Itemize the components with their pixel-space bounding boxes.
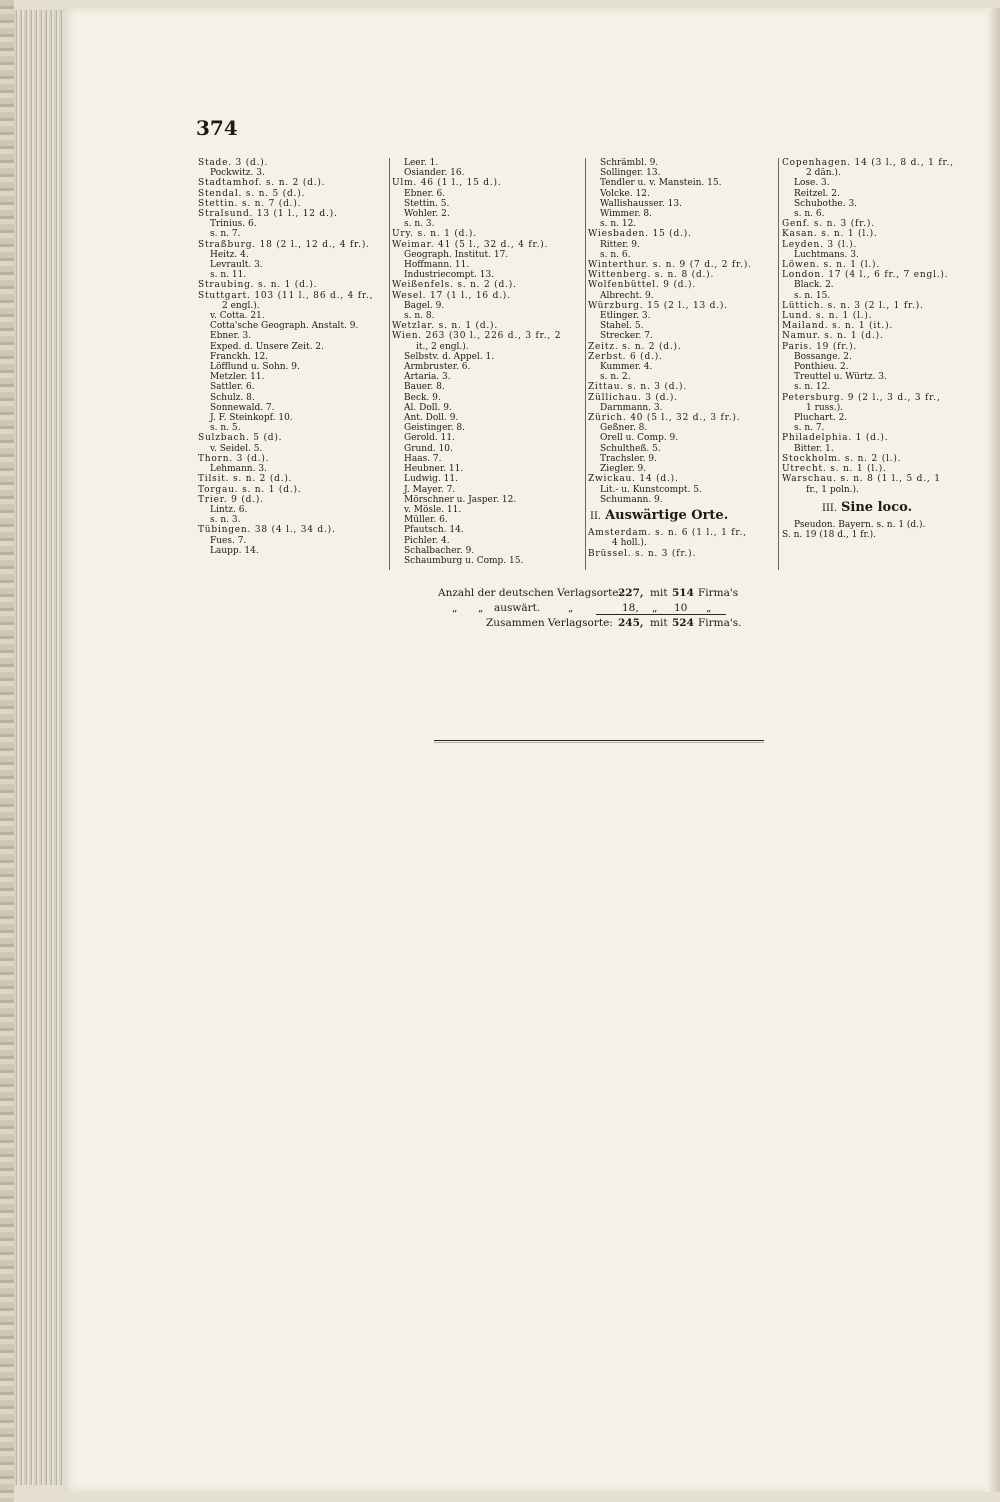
column-divider bbox=[585, 158, 586, 570]
place-entry: Zittau. s. n. 3 (d.). bbox=[588, 382, 687, 393]
section-heading-sine-loco bbox=[822, 499, 978, 515]
place-entry: Wetzlar. s. n. 1 (d.). bbox=[392, 321, 499, 332]
summary-mit: mit bbox=[650, 587, 668, 599]
publisher-entry: v. Cotta. 21. bbox=[210, 311, 265, 322]
place-entry: Löwen. s. n. 1 (l.). bbox=[782, 260, 881, 271]
publisher-entry: Al. Doll. 9. bbox=[404, 402, 452, 413]
publisher-entry: Pseudon. Bayern. s. n. 1 (d.). bbox=[794, 519, 926, 530]
sum-underline bbox=[596, 614, 726, 615]
end-rule-shadow bbox=[434, 742, 764, 743]
publisher-entry: Trachsler. 9. bbox=[600, 453, 657, 464]
summary-label: Zusammen Verlagsorte: bbox=[486, 617, 613, 629]
publisher-entry: s. n. 12. bbox=[794, 382, 831, 393]
publisher-entry: fr., 1 poln.). bbox=[806, 484, 859, 495]
publisher-entry: Schrämbl. 9. bbox=[600, 158, 659, 168]
place-entry: Copenhagen. 14 (3 l., 8 d., 1 fr., bbox=[782, 158, 954, 168]
summary-firms: 10 bbox=[674, 602, 688, 614]
summary-label: Anzahl der deutschen Verlagsorte: bbox=[438, 587, 623, 599]
publisher-entry: Pichler. 4. bbox=[404, 535, 450, 546]
publisher-entry: Haas. 7. bbox=[404, 453, 442, 464]
place-entry: Thorn. 3 (d.). bbox=[198, 453, 270, 464]
publisher-entry: s. n. 11. bbox=[210, 270, 247, 281]
publisher-entry: J. Mayer. 7. bbox=[404, 484, 456, 495]
publisher-entry: Darnmann. 3. bbox=[600, 402, 663, 413]
place-entry: Ury. s. n. 1 (d.). bbox=[392, 229, 477, 240]
publisher-entry: Grund. 10. bbox=[404, 443, 453, 454]
place-entry: Sulzbach. 5 (d). bbox=[198, 433, 283, 444]
publisher-entry: Cotta'sche Geograph. Anstalt. 9. bbox=[210, 321, 359, 332]
place-entry: Torgau. s. n. 1 (d.). bbox=[198, 484, 302, 495]
publisher-entry: Franckh. 12. bbox=[210, 351, 269, 362]
publisher-entry: s. n. 6. bbox=[600, 249, 631, 260]
end-rule bbox=[434, 740, 764, 741]
place-entry: Tübingen. 38 (4 l., 34 d.). bbox=[198, 525, 336, 536]
publisher-entry: Sattler. 6. bbox=[210, 382, 255, 393]
publisher-entry: Schultheß. 5. bbox=[600, 443, 661, 454]
publisher-entry: s. n. 12. bbox=[600, 219, 637, 230]
publisher-entry: s. n. 15. bbox=[794, 290, 831, 301]
publisher-entry: s. n. 7. bbox=[794, 423, 825, 434]
publisher-entry: 2 engl.). bbox=[222, 300, 260, 311]
publisher-entry: Geograph. Institut. 17. bbox=[404, 249, 509, 260]
publisher-entry: Pluchart. 2. bbox=[794, 413, 848, 424]
summary-firms: 524 bbox=[672, 617, 694, 629]
publisher-entry: Wallishausser. 13. bbox=[600, 198, 682, 209]
summary-firms: 514 bbox=[672, 587, 694, 599]
page-right-edge bbox=[986, 8, 1000, 1492]
publisher-entry: Geistinger. 8. bbox=[404, 423, 466, 434]
publisher-entry: Industriecompt. 13. bbox=[404, 270, 495, 281]
place-entry: Philadelphia. 1 (d.). bbox=[782, 433, 889, 444]
publisher-entry: Exped. d. Unsere Zeit. 2. bbox=[210, 341, 324, 352]
publisher-entry: Metzler. 11. bbox=[210, 372, 265, 383]
place-entry: Mailand. s. n. 1 (it.). bbox=[782, 321, 894, 332]
publisher-entry: Stahel. 5. bbox=[600, 321, 644, 332]
publisher-entry: Trinius. 6. bbox=[210, 219, 257, 230]
publisher-entry: s. n. 6. bbox=[794, 209, 825, 220]
publisher-entry: Sollinger. 13. bbox=[600, 168, 661, 179]
section-number: II. bbox=[590, 510, 602, 522]
publisher-entry: Bossange. 2. bbox=[794, 351, 852, 362]
summary-places: 227, bbox=[618, 587, 644, 599]
ditto-mark: „ bbox=[452, 602, 458, 614]
place-entry: Stralsund. 13 (1 l., 12 d.). bbox=[198, 209, 338, 220]
publisher-entry: Heubner. 11. bbox=[404, 464, 464, 475]
column-3-entries bbox=[588, 158, 774, 505]
publisher-entry: Heitz. 4. bbox=[210, 249, 249, 260]
place-entry: Utrecht. s. n. 1 (l.). bbox=[782, 464, 887, 475]
publisher-entry: Ant. Doll. 9. bbox=[404, 413, 459, 424]
publisher-entry: Bitter. 1. bbox=[794, 443, 834, 454]
publisher-entry: Leer. 1. bbox=[404, 158, 439, 168]
publisher-entry: Albrecht. 9. bbox=[600, 290, 654, 301]
publisher-entry: Löfflund u. Sohn. 9. bbox=[210, 362, 300, 373]
place-entry: Stettin. s. n. 7 (d.). bbox=[198, 198, 302, 209]
summary-unit: Firma's. bbox=[698, 617, 742, 629]
publisher-entry: Laupp. 14. bbox=[210, 545, 259, 556]
section-number: III. bbox=[822, 502, 838, 514]
place-entry: Leyden. 3 (l.). bbox=[782, 239, 858, 250]
publisher-entry: Luchtmans. 3. bbox=[794, 249, 859, 260]
place-entry: Lund. s. n. 1 (l.). bbox=[782, 311, 873, 322]
section-title: Auswärtige Orte. bbox=[605, 507, 729, 523]
publisher-entry: s. n. 3. bbox=[210, 515, 241, 526]
place-entry: London. 17 (4 l., 6 fr., 7 engl.). bbox=[782, 270, 949, 281]
publisher-entry: s. n. 7. bbox=[210, 229, 241, 240]
place-entry: Ulm. 46 (1 l., 15 d.). bbox=[392, 178, 502, 189]
place-entry: Zerbst. 6 (d.). bbox=[588, 351, 663, 362]
book-spine-edge bbox=[0, 0, 14, 1502]
publisher-entry: v. Seidel. 5. bbox=[210, 443, 263, 454]
publisher-entry: Black. 2. bbox=[794, 280, 834, 291]
publisher-entry: v. Mösle. 11. bbox=[404, 504, 462, 515]
page-number: 374 bbox=[196, 116, 238, 140]
ditto-mark: „ bbox=[568, 602, 574, 614]
publisher-entry: Fues. 7. bbox=[210, 535, 247, 546]
publisher-entry: J. F. Steinkopf. 10. bbox=[210, 413, 293, 424]
publisher-entry: Sonnewald. 7. bbox=[210, 402, 275, 413]
publisher-entry: Ebner. 3. bbox=[210, 331, 252, 342]
publisher-entry: Levrault. 3. bbox=[210, 260, 263, 271]
place-entry: Namur. s. n. 1 (d.). bbox=[782, 331, 884, 342]
place-entry: Tilsit. s. n. 2 (d.). bbox=[198, 474, 293, 485]
summary-row-german bbox=[400, 586, 740, 601]
publisher-entry: Schaumburg u. Comp. 15. bbox=[404, 555, 524, 566]
publisher-entry: Lose. 3. bbox=[794, 178, 830, 189]
publisher-entry: Tendler u. v. Manstein. 15. bbox=[600, 178, 722, 189]
column-divider bbox=[389, 158, 390, 570]
place-entry: Zürich. 40 (5 l., 32 d., 3 fr.). bbox=[588, 413, 741, 424]
place-entry: Winterthur. s. n. 9 (7 d., 2 fr.). bbox=[588, 260, 752, 271]
place-entry: Wittenberg. s. n. 8 (d.). bbox=[588, 270, 715, 281]
place-entry: Stade. 3 (d.). bbox=[198, 158, 269, 168]
publisher-entry: Bauer. 8. bbox=[404, 382, 445, 393]
place-entry: Wolfenbüttel. 9 (d.). bbox=[588, 280, 696, 291]
publisher-entry: Artaria. 3. bbox=[404, 372, 451, 383]
place-entry: Weißenfels. s. n. 2 (d.). bbox=[392, 280, 517, 291]
place-entry: Stendal. s. n. 5 (d.). bbox=[198, 188, 306, 199]
publisher-entry: Bagel. 9. bbox=[404, 300, 445, 311]
publisher-entry: s. n. 5. bbox=[210, 423, 241, 434]
place-entry: Weimar. 41 (5 l., 32 d., 4 fr.). bbox=[392, 239, 549, 250]
publisher-entry: Ponthieu. 2. bbox=[794, 362, 849, 373]
index-column-1 bbox=[198, 158, 388, 556]
publisher-entry: Volcke. 12. bbox=[600, 188, 650, 199]
publisher-entry: Hoffmann. 11. bbox=[404, 260, 470, 271]
place-entry: Brüssel. s. n. 3 (fr.). bbox=[588, 548, 697, 559]
publisher-entry: 2 dän.). bbox=[806, 168, 841, 179]
publisher-entry: s. n. 3. bbox=[404, 219, 435, 230]
section-heading-auswaertige-orte bbox=[590, 507, 774, 523]
publisher-entry: Osiander. 16. bbox=[404, 168, 465, 179]
publisher-entry: Reitzel. 2. bbox=[794, 188, 840, 199]
publisher-entry: s. n. 2. bbox=[600, 372, 631, 383]
place-entry: Genf. s. n. 3 (fr.). bbox=[782, 219, 875, 230]
summary-unit: Firma's bbox=[698, 587, 739, 599]
publisher-entry: Schubothe. 3. bbox=[794, 198, 858, 209]
publisher-entry: Wimmer. 8. bbox=[600, 209, 652, 220]
foreign-entries bbox=[588, 528, 774, 559]
publisher-entry: Stettin. 5. bbox=[404, 198, 450, 209]
summary-table bbox=[400, 586, 740, 631]
place-entry: Stuttgart. 103 (11 l., 86 d., 4 fr., bbox=[198, 290, 374, 301]
publisher-entry: Armbruster. 6. bbox=[404, 362, 471, 373]
publisher-entry: it., 2 engl.). bbox=[416, 341, 469, 352]
publisher-entry: Pockwitz. 3. bbox=[210, 168, 265, 179]
publisher-entry: Schalbacher. 9. bbox=[404, 545, 475, 556]
ditto-mark: „ bbox=[652, 602, 658, 614]
place-entry: Zeitz. s. n. 2 (d.). bbox=[588, 341, 682, 352]
summary-row-total bbox=[400, 616, 740, 631]
publisher-entry: Gerold. 11. bbox=[404, 433, 455, 444]
place-entry: Wien. 263 (30 l., 226 d., 3 fr., 2 bbox=[392, 331, 562, 342]
place-entry: Amsterdam. s. n. 6 (1 l., 1 fr., bbox=[588, 528, 747, 539]
place-entry: Straßburg. 18 (2 l., 12 d., 4 fr.). bbox=[198, 239, 370, 250]
index-column-2 bbox=[392, 158, 584, 566]
place-entry: Trier. 9 (d.). bbox=[198, 494, 264, 505]
publisher-entry: Geßner. 8. bbox=[600, 423, 648, 434]
publisher-entry: Ebner. 6. bbox=[404, 188, 446, 199]
publisher-entry: Beck. 9. bbox=[404, 392, 441, 403]
sine-loco-entries bbox=[782, 520, 978, 540]
publisher-entry: Schulz. 8. bbox=[210, 392, 255, 403]
publisher-entry: 1 russ.). bbox=[806, 402, 844, 413]
publisher-entry: Orell u. Comp. 9. bbox=[600, 433, 679, 444]
publisher-entry: Treuttel u. Würtz. 3. bbox=[794, 372, 887, 383]
place-entry: Warschau. s. n. 8 (1 l., 5 d., 1 bbox=[782, 474, 941, 485]
place-entry: Paris. 19 (fr.). bbox=[782, 341, 858, 352]
publisher-entry: Ziegler. 9. bbox=[600, 464, 647, 475]
summary-places: 18, bbox=[622, 602, 639, 614]
ditto-mark: „ bbox=[706, 602, 712, 614]
publisher-entry: Pfautsch. 14. bbox=[404, 525, 464, 536]
publisher-entry: Etlinger. 3. bbox=[600, 311, 651, 322]
place-entry: Zwickau. 14 (d.). bbox=[588, 474, 679, 485]
publisher-entry: Ludwig. 11. bbox=[404, 474, 458, 485]
publisher-entry: S. n. 19 (18 d., 1 fr.). bbox=[782, 530, 877, 541]
place-entry: Straubing. s. n. 1 (d.). bbox=[198, 280, 318, 291]
summary-mit: mit bbox=[650, 617, 668, 629]
publisher-entry: s. n. 8. bbox=[404, 311, 435, 322]
publisher-entry: Schumann. 9. bbox=[600, 494, 663, 505]
publisher-entry: 4 holl.). bbox=[612, 538, 647, 549]
publisher-entry: Müller. 6. bbox=[404, 515, 448, 526]
publisher-entry: Selbstv. d. Appel. 1. bbox=[404, 351, 495, 362]
publisher-entry: Mörschner u. Jasper. 12. bbox=[404, 494, 517, 505]
publisher-entry: Strecker. 7. bbox=[600, 331, 653, 342]
place-entry: Stadtamhof. s. n. 2 (d.). bbox=[198, 178, 326, 189]
index-column-4 bbox=[782, 158, 978, 540]
place-entry: Züllichau. 3 (d.). bbox=[588, 392, 678, 403]
column-4-entries bbox=[782, 158, 978, 495]
place-entry: Wiesbaden. 15 (d.). bbox=[588, 229, 692, 240]
publisher-entry: Kummer. 4. bbox=[600, 362, 653, 373]
publisher-entry: Lintz. 6. bbox=[210, 504, 248, 515]
summary-places: 245, bbox=[618, 617, 644, 629]
ditto-mark: „ bbox=[478, 602, 484, 614]
place-entry: Wesel. 17 (1 l., 16 d.). bbox=[392, 290, 511, 301]
place-entry: Kasan. s. n. 1 (l.). bbox=[782, 229, 878, 240]
column-divider bbox=[778, 158, 779, 570]
publisher-entry: Lehmann. 3. bbox=[210, 464, 267, 475]
publisher-entry: Ritter. 9. bbox=[600, 239, 640, 250]
section-title: Sine loco. bbox=[841, 499, 913, 515]
place-entry: Lüttich. s. n. 3 (2 l., 1 fr.). bbox=[782, 300, 924, 311]
place-entry: Stockholm. s. n. 2 (l.). bbox=[782, 453, 902, 464]
publisher-entry: Wohler. 2. bbox=[404, 209, 450, 220]
summary-label: auswärt. bbox=[494, 602, 541, 614]
place-entry: Petersburg. 9 (2 l., 3 d., 3 fr., bbox=[782, 392, 941, 403]
publisher-entry: Lit.- u. Kunstcompt. 5. bbox=[600, 484, 702, 495]
place-entry: Würzburg. 15 (2 l., 13 d.). bbox=[588, 300, 728, 311]
index-column-3 bbox=[588, 158, 774, 559]
